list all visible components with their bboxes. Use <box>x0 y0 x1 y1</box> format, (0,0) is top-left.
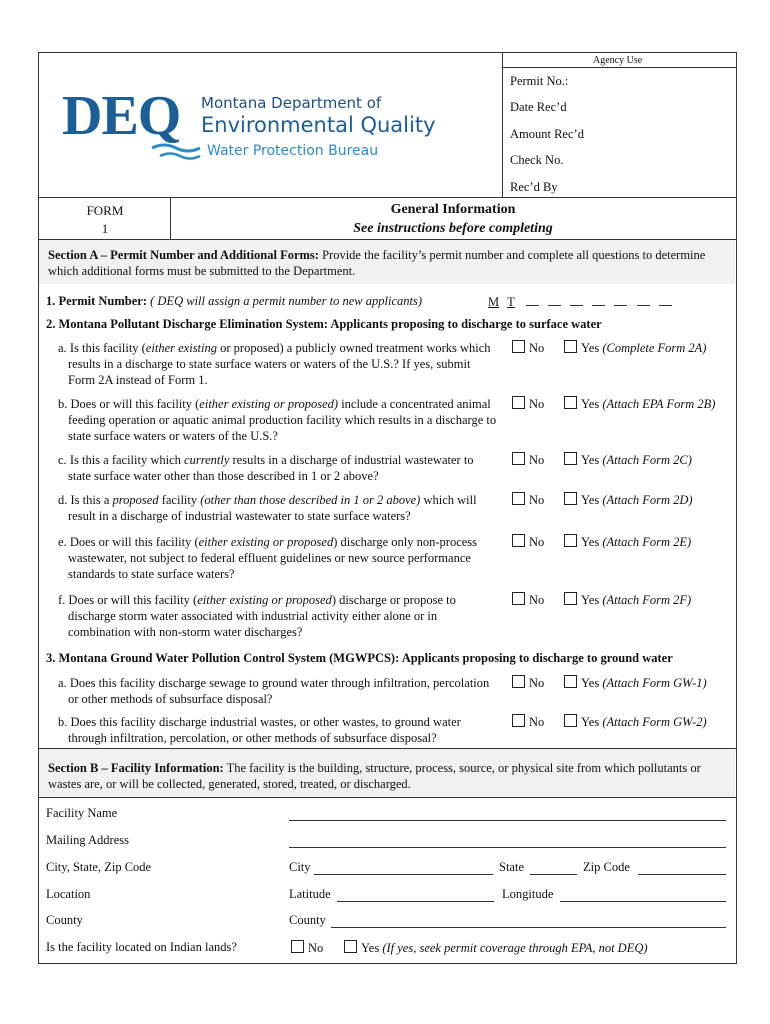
question-3a-no[interactable]: No <box>512 675 544 691</box>
zip-field[interactable] <box>638 874 726 875</box>
question-3a: a. Does this facility discharge sewage to ground water through infiltration, percolation or other methods of subsurface disposal? <box>58 676 490 706</box>
question-2e-yes[interactable]: Yes (Attach Form 2E) <box>564 534 691 550</box>
form-title: General Information <box>390 202 516 217</box>
latitude-field-label: Latitude <box>289 887 331 901</box>
form-label: FORM <box>86 203 124 218</box>
question-2e-no[interactable]: No <box>512 534 544 550</box>
mgwpcs-heading: 3. Montana Ground Water Pollution Control System (MGWPCS): Applicants proposing to discharge to ground water <box>46 651 673 665</box>
question-3b: b. Does this facility discharge industrial wastes, or other wastes, to ground water through infiltration, percolation, or other methods of subsurface disposal? <box>58 715 461 745</box>
logo-line-3: Water Protection Bureau <box>207 143 379 159</box>
question-3b-yes[interactable]: Yes (Attach Form GW-2) <box>564 714 707 730</box>
mpdes-heading: 2. Montana Pollutant Discharge Elimination System: Applicants proposing to discharge to surface water <box>46 317 602 331</box>
logo-line-1: Montana Department of <box>201 94 382 112</box>
city-field[interactable] <box>314 874 493 875</box>
question-3b-no[interactable]: No <box>512 714 544 730</box>
form-number: 1 <box>101 221 109 236</box>
question-2f-yes[interactable]: Yes (Attach Form 2F) <box>564 592 691 608</box>
county-field-label: County <box>289 913 326 927</box>
mailing-address-field[interactable] <box>289 847 726 848</box>
permit-number-label: 1. Permit Number: ( DEQ will assign a permit number to new applicants) <box>46 294 423 308</box>
question-2b-yes[interactable]: Yes (Attach EPA Form 2B) <box>564 396 715 412</box>
logo-line-2: Environmental Quality <box>201 113 436 137</box>
agency-row-date-recd: Date Rec’d <box>510 100 567 114</box>
question-2a-yes[interactable]: Yes (Complete Form 2A) <box>564 340 706 356</box>
question-2d: d. Is this a proposed facility (other than those described in 1 or 2 above) which will result in a discharge of industrial wastewater to state surface waters? <box>58 493 477 523</box>
question-2c: c. Is this a facility which currently results in a discharge of industrial wastewater to state surface water other than those described in 1 or 2 above? <box>58 453 474 483</box>
question-2c-no[interactable]: No <box>512 452 544 468</box>
water-wave-icon <box>150 140 202 162</box>
question-2f: f. Does or will this facility (either existing or proposed) discharge or propose to discharge storm water associated with industrial activity either alone or in combination with non-storm water discharges? <box>58 593 456 639</box>
question-2c-yes[interactable]: Yes (Attach Form 2C) <box>564 452 692 468</box>
zip-field-label: Zip Code <box>583 860 630 874</box>
question-2b-no[interactable]: No <box>512 396 544 412</box>
question-2b: b. Does or will this facility (either existing or proposed) include a concentrated animal feeding operation or aquatic animal production facility which results in a discharge to state surface waters or waters of the U.S.? <box>58 397 497 443</box>
question-3a-yes[interactable]: Yes (Attach Form GW-1) <box>564 675 707 691</box>
indian-lands-no[interactable]: No <box>291 940 323 956</box>
county-field[interactable] <box>331 927 726 928</box>
location-label: Location <box>46 887 91 901</box>
agency-row-check-no: Check No. <box>510 153 564 167</box>
indian-lands-yes[interactable]: Yes (If yes, seek permit coverage through EPA, not DEQ) <box>344 940 648 956</box>
question-2d-no[interactable]: No <box>512 492 544 508</box>
agency-divider <box>502 67 736 68</box>
indian-lands-label: Is the facility located on Indian lands? <box>46 940 237 954</box>
question-2a: a. Is this facility (either existing or proposed) a publicly owned treatment works which results in a discharge to state surface waters or waters of the U.S.? If yes, submit Form 2A instead of Form 1. <box>58 341 491 387</box>
agency-row-permit-no: Permit No.: <box>510 74 569 88</box>
city-state-zip-label: City, State, Zip Code <box>46 860 152 874</box>
state-field-label: State <box>499 860 524 874</box>
mailing-address-label: Mailing Address <box>46 833 129 847</box>
agency-use-title: Agency Use <box>593 55 643 66</box>
question-2d-yes[interactable]: Yes (Attach Form 2D) <box>564 492 693 508</box>
state-field[interactable] <box>530 874 577 875</box>
question-2f-no[interactable]: No <box>512 592 544 608</box>
county-label: County <box>46 913 83 927</box>
latitude-field[interactable] <box>337 901 494 902</box>
facility-name-field[interactable] <box>289 820 726 821</box>
section-b-shade-divider <box>38 797 736 798</box>
agency-column-divider <box>502 52 503 198</box>
question-2a-no[interactable]: No <box>512 340 544 356</box>
question-2e: e. Does or will this facility (either existing or proposed) discharge only non-process wastewater, not subject to federal effluent guidelines or new source performance standards to state surface waters? <box>58 535 478 581</box>
agency-row-recd-by: Rec’d By <box>510 180 558 194</box>
agency-row-amount-recd: Amount Rec’d <box>510 127 584 141</box>
longitude-field-label: Longitude <box>502 887 554 901</box>
city-field-label: City <box>289 860 311 874</box>
permit-number-field[interactable]: M T <box>484 294 672 310</box>
longitude-field[interactable] <box>560 901 726 902</box>
section-b-heading: Section B – Facility Information: The facility is the building, structure, process, source, or physical site from which pollutants or wastes are, or will be collected, generated, stored, treated, or discharged. <box>48 761 701 791</box>
form-subtitle: See instructions before completing <box>353 221 553 236</box>
facility-name-label: Facility Name <box>46 806 118 820</box>
deq-logo-text: DEQ <box>62 85 181 147</box>
header-divider <box>38 197 736 198</box>
section-a-heading: Section A – Permit Number and Additional Forms: Provide the facility’s permit number and complete all questions to determine which additional forms must be submitted to the Department. <box>48 248 706 278</box>
